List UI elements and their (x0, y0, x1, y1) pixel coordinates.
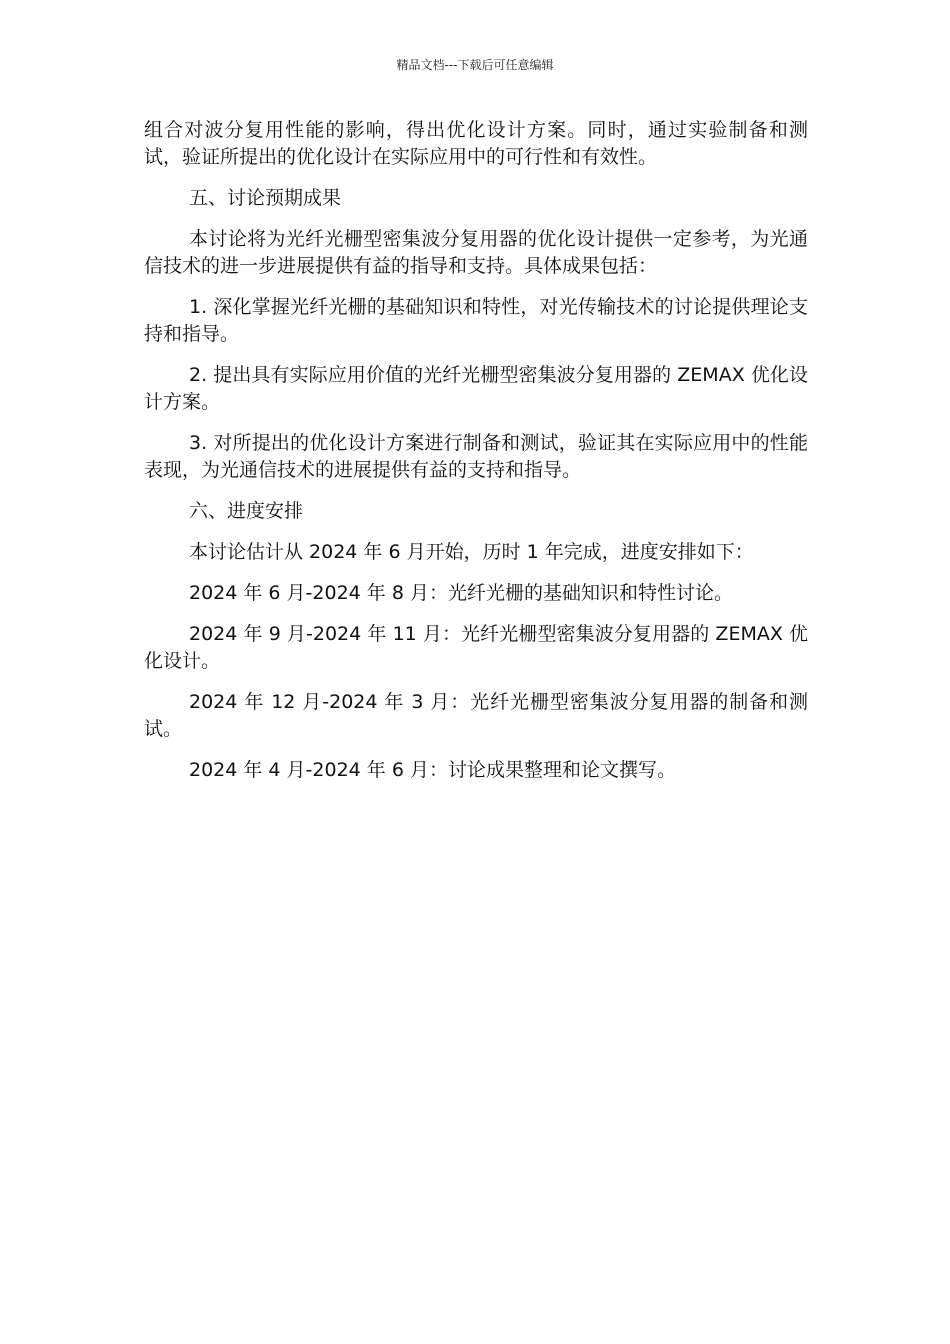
list-item-result-2: 2. 提出具有实际应用价值的光纤光栅型密集波分复用器的 ZEMAX 优化设计方案。 (144, 364, 808, 413)
section-heading-expected-results: 五、讨论预期成果 (189, 187, 342, 209)
schedule-item-4: 2024 年 4 月-2024 年 6 月：讨论成果整理和论文撰写。 (189, 759, 676, 781)
schedule-item-3: 2024 年 12 月-2024 年 3 月：光纤光栅型密集波分复用器的制备和测试。 (144, 691, 808, 740)
list-item-result-3: 3. 对所提出的优化设计方案进行制备和测试，验证其在实际应用中的性能表现，为光通信技术的进展提供有益的支持和指导。 (144, 432, 808, 481)
page-header: 精品文档---下载后可任意编辑 (396, 58, 554, 72)
paragraph-continuation: 组合对波分复用性能的影响，得出优化设计方案。同时，通过实验制备和测试，验证所提出的优化设计在实际应用中的可行性和有效性。 (144, 119, 808, 168)
schedule-item-2: 2024 年 9 月-2024 年 11 月：光纤光栅型密集波分复用器的 ZEMAX 优化设计。 (144, 623, 808, 672)
paragraph-results-intro: 本讨论将为光纤光栅型密集波分复用器的优化设计提供一定参考，为光通信技术的进一步进展提供有益的指导和支持。具体成果包括： (144, 228, 808, 277)
document-body (144, 117, 808, 798)
list-item-result-1: 1. 深化掌握光纤光栅的基础知识和特性，对光传输技术的讨论提供理论支持和指导。 (144, 296, 808, 345)
schedule-item-1: 2024 年 6 月-2024 年 8 月：光纤光栅的基础知识和特性讨论。 (189, 582, 733, 604)
section-heading-schedule: 六、进度安排 (189, 500, 304, 522)
paragraph-schedule-intro: 本讨论估计从 2024 年 6 月开始，历时 1 年完成，进度安排如下： (189, 541, 754, 563)
